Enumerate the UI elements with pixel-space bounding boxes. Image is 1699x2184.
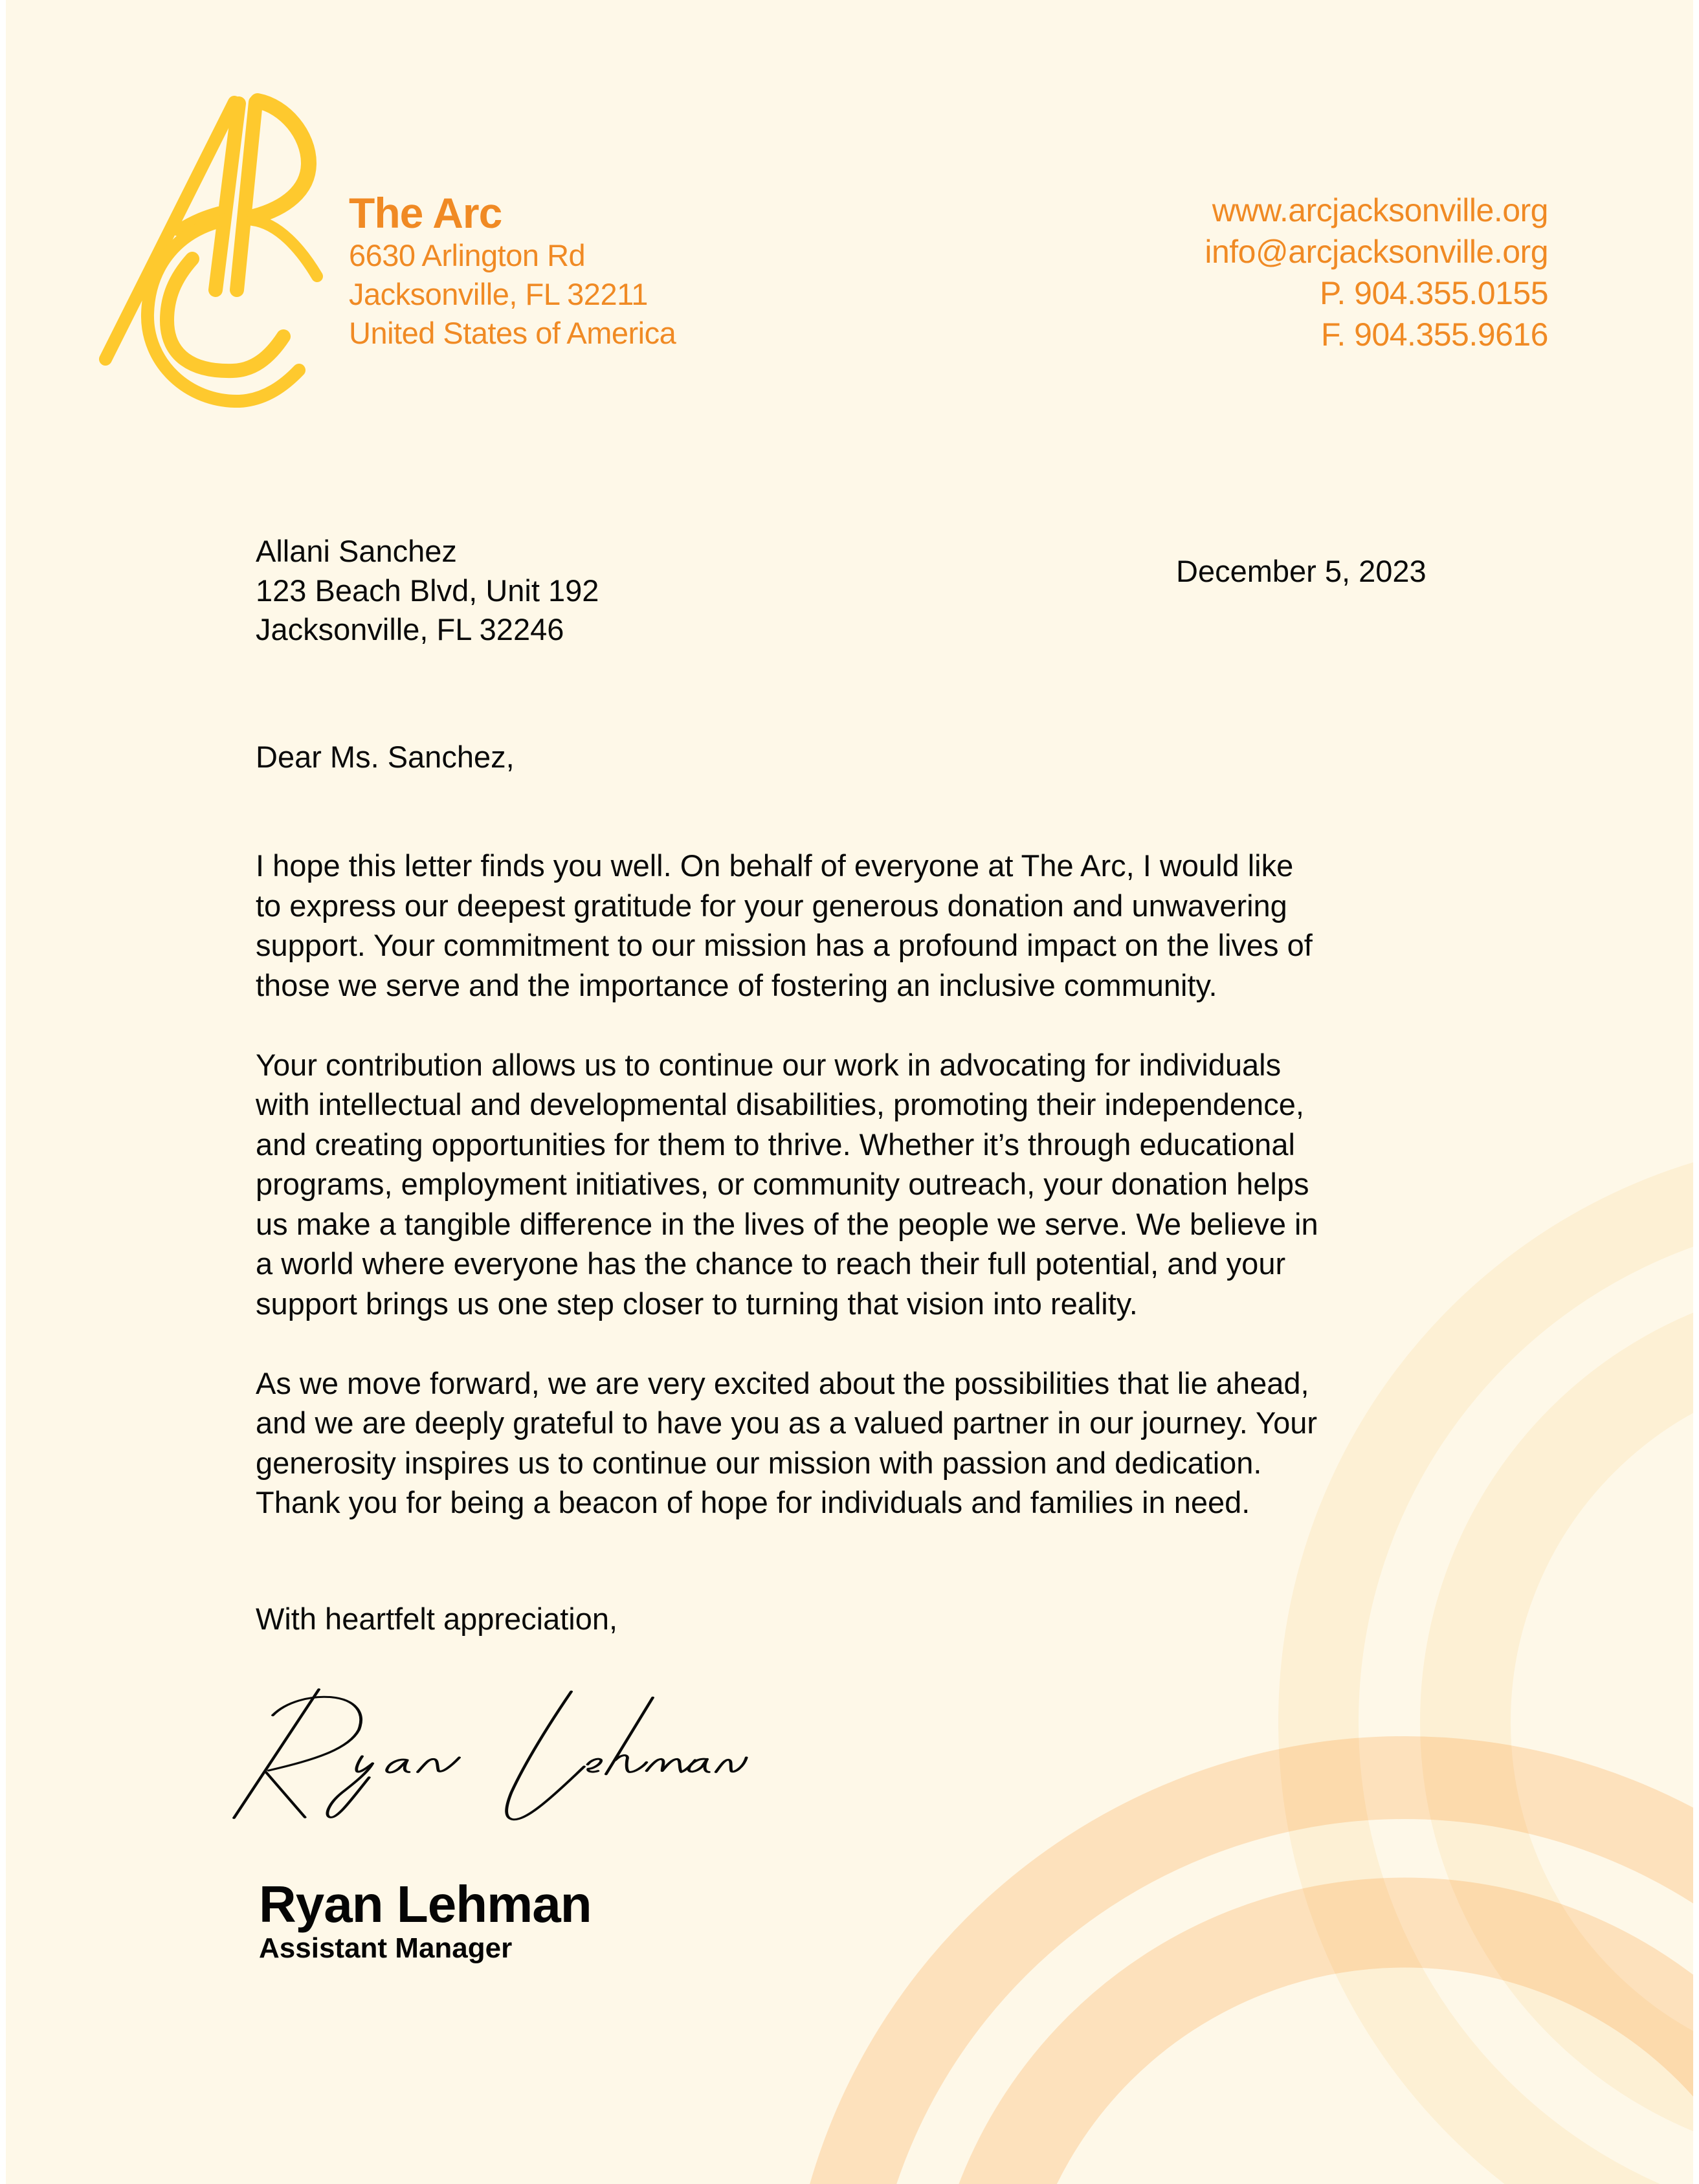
body-line: us make a tangible difference in the lives of the people we serve. We believe in	[256, 1206, 1318, 1241]
body-line: programs, employment initiatives, or community outreach, your donation helps	[256, 1167, 1309, 1201]
phone-number: P. 904.355.0155	[1319, 275, 1548, 311]
body-line: Thank you for being a beacon of hope for individuals and families in need.	[256, 1485, 1250, 1519]
org-country: United States of America	[349, 316, 676, 350]
body-line: support brings us one step closer to turning that vision into reality.	[256, 1286, 1138, 1321]
org-street: 6630 Arlington Rd	[349, 238, 586, 272]
arc-logo-icon	[91, 84, 337, 408]
body-line: a world where everyone has the chance to reach their full potential, and your	[256, 1246, 1286, 1281]
body-line: Your contribution allows us to continue our work in advocating for individuals	[256, 1047, 1282, 1082]
body-line: to express our deepest gratitude for your generous donation and unwavering	[256, 888, 1287, 923]
body-line: those we serve and the importance of fostering an inclusive community.	[256, 967, 1217, 1002]
body-line: support. Your commitment to our mission has a profound impact on the lives of	[256, 928, 1313, 962]
signer-title: Assistant Manager	[259, 1932, 513, 1964]
salutation: Dear Ms. Sanchez,	[256, 740, 515, 774]
recipient-city: Jacksonville, FL 32246	[256, 612, 564, 646]
body-line: generosity inspires us to continue our mission with passion and dedication.	[256, 1445, 1262, 1480]
signer-name: Ryan Lehman	[259, 1875, 592, 1933]
body-paragraph-1	[256, 846, 1460, 1005]
recipient-address	[256, 532, 599, 650]
body-paragraph-3	[256, 1363, 1460, 1523]
contact-block	[1205, 190, 1548, 355]
fax-number: F. 904.355.9616	[1320, 316, 1548, 353]
body-line: As we move forward, we are very excited about the possibilities that lie ahead,	[256, 1365, 1309, 1400]
letter-page	[6, 0, 1693, 2184]
org-name: The Arc	[349, 189, 502, 237]
recipient-name: Allani Sanchez	[256, 534, 457, 568]
letter-body	[256, 846, 1460, 1562]
body-line: and we are deeply grateful to have you as a valued partner in our journey. Your	[256, 1406, 1317, 1440]
body-paragraph-2	[256, 1045, 1460, 1324]
letter-date: December 5, 2023	[1176, 554, 1427, 588]
body-line: I hope this letter finds you well. On behalf of everyone at The Arc, I would like	[256, 848, 1294, 883]
body-line: with intellectual and developmental disabilities, promoting their independence,	[256, 1087, 1304, 1121]
body-line: and creating opportunities for them to thrive. Whether it’s through educational	[256, 1127, 1295, 1162]
org-block	[349, 190, 676, 353]
handwritten-signature	[220, 1676, 764, 1831]
email-link[interactable]: info@arcjacksonville.org	[1205, 234, 1548, 270]
website-link[interactable]: www.arcjacksonville.org	[1212, 192, 1548, 228]
closing: With heartfelt appreciation,	[256, 1602, 618, 1636]
org-city: Jacksonville, FL 32211	[349, 277, 648, 311]
recipient-street: 123 Beach Blvd, Unit 192	[256, 573, 599, 608]
